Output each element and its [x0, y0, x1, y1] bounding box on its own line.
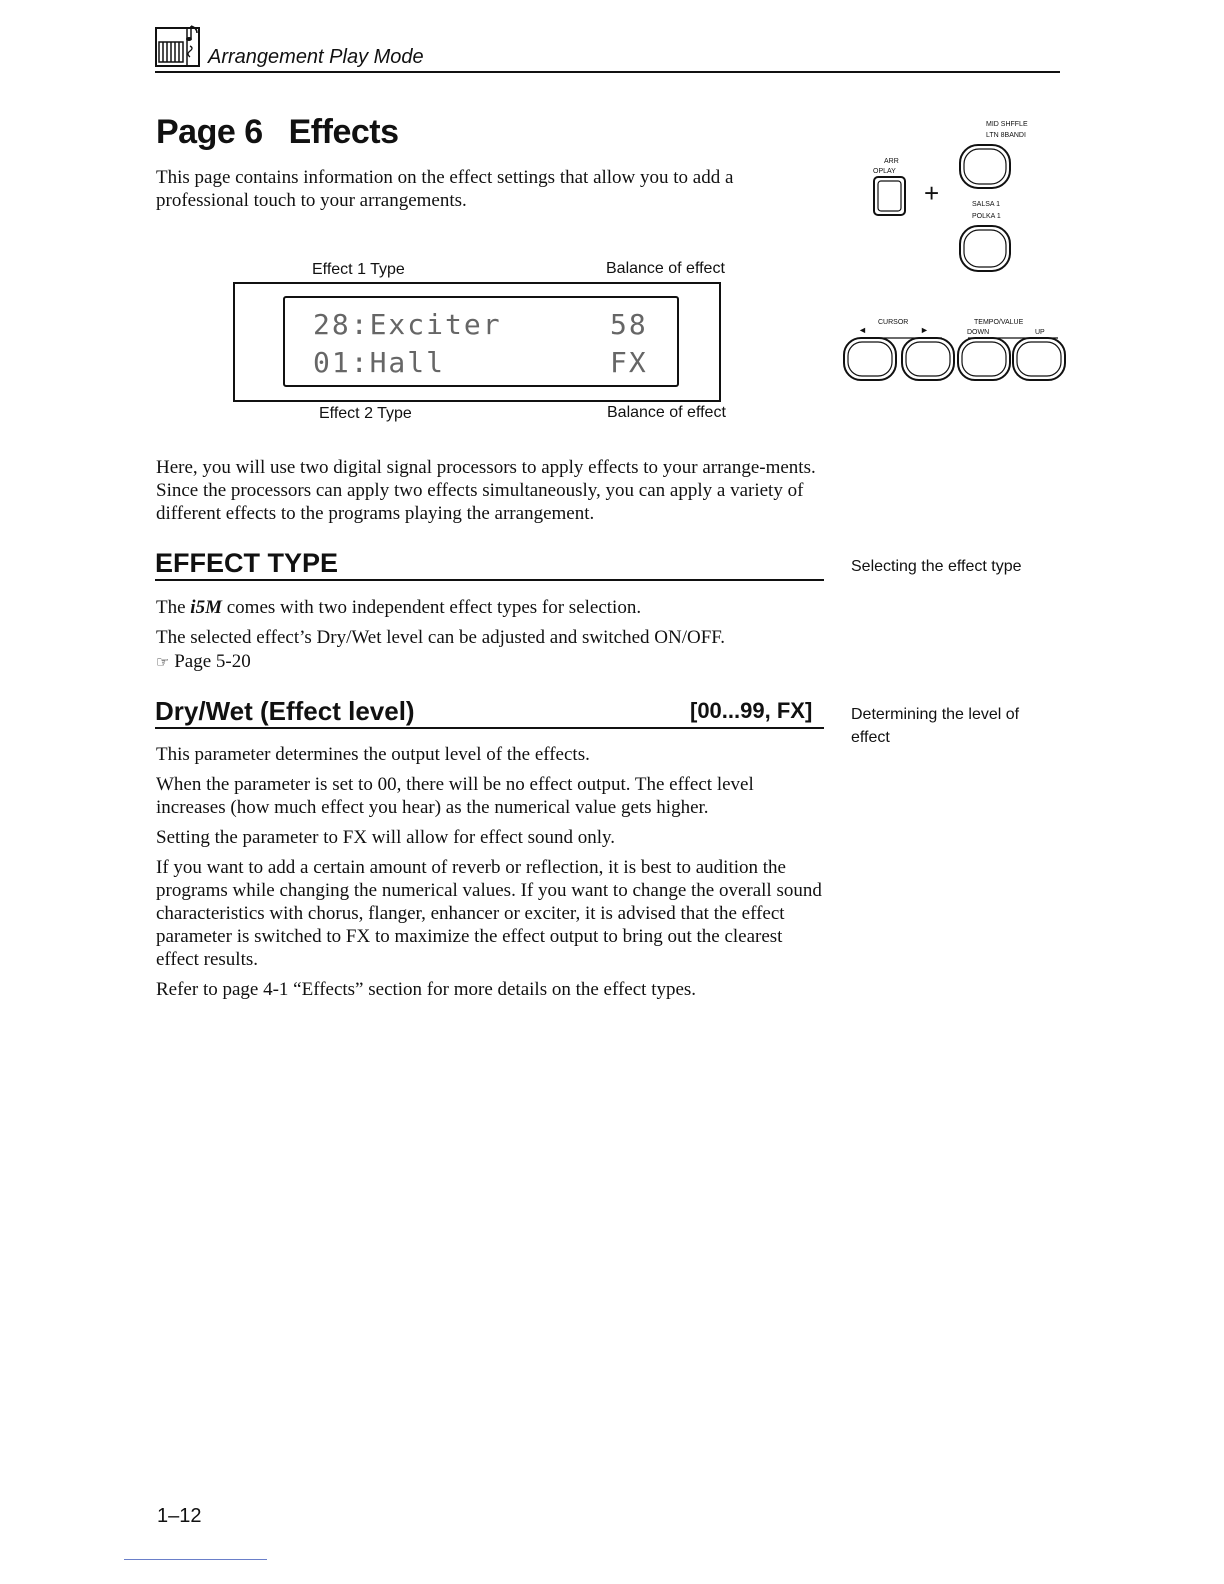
effect-type-body [156, 596, 826, 680]
cursor-right-arrow-icon: ► [920, 325, 929, 335]
side-note-drywet: Determining the level of effect [851, 706, 1020, 746]
pointing-hand-icon: ☞ [156, 653, 170, 671]
page-title [156, 113, 399, 152]
model-name: i5M [190, 597, 222, 618]
page-title-number: Page 6 [156, 113, 263, 151]
lcd-effect1-balance: 58 [610, 308, 648, 341]
effect-type-line1: The i5M comes with two independent effect types for selection. [156, 597, 642, 618]
header-title: Arrangement Play Mode [208, 46, 424, 68]
label-up: UP [1035, 329, 1045, 336]
drywet-range: [00...99, FX] [690, 698, 813, 723]
figure-label-effect2-type: Effect 2 Type [319, 405, 412, 422]
keyboard-music-note-icon [155, 22, 201, 68]
label-ltn-8bandi: LTN 8BANDI [986, 132, 1026, 139]
page-reference-text: Page 5-20 [174, 651, 251, 672]
drywet-heading: Dry/Wet (Effect level) [155, 696, 415, 726]
figure-label-effect1-type: Effect 1 Type [312, 261, 405, 278]
drywet-body [156, 743, 828, 1008]
drywet-paragraph-3: Setting the parameter to FX will allow for effect sound only. [156, 827, 616, 848]
page-reference [156, 650, 826, 674]
drywet-paragraph-4: If you want to add a certain amount of reverb or reflection, it is best to audition the programs while changing the numerical values. If you want to change the overall sound characteristics with chorus, flanger, enhancer or exciter, it is advised that the effect parameter is switched to FX to maximize the effect output to bring out the clearest effect results. [156, 857, 822, 970]
style-button-2 [960, 226, 1010, 271]
label-polka: POLKA 1 [972, 213, 1001, 220]
label-cursor: CURSOR [878, 319, 909, 326]
panel-buttons-diagram [838, 112, 1068, 387]
lcd-effect2-type: 01:Hall [313, 346, 446, 379]
figure-label-balance-bottom: Balance of effect [607, 404, 726, 421]
header-rule [155, 71, 1060, 73]
label-tempo-value: TEMPO/VALUE [974, 319, 1024, 326]
tempo-up-button [1013, 338, 1065, 380]
lcd-effect2-balance: FX [610, 346, 648, 379]
page-number: 1–12 [157, 1505, 202, 1527]
drywet-paragraph-5: Refer to page 4-1 “Effects” section for more details on the effect types. [156, 979, 697, 1000]
label-oplay: OPLAY [873, 168, 896, 175]
plus-sign: + [924, 178, 940, 208]
lcd-effect1-type: 28:Exciter [313, 308, 502, 341]
cursor-left-button [844, 338, 896, 380]
drywet-paragraph-2: When the parameter is set to 00, there will be no effect output. The effect level increases (how much effect you hear) as the numerical value gets higher. [156, 774, 754, 818]
bottom-line [124, 1559, 267, 1560]
label-down: DOWN [967, 329, 990, 336]
side-note-effect-type: Selecting the effect type [851, 558, 1022, 575]
cursor-left-arrow-icon: ◄ [858, 325, 867, 335]
processors-paragraph: Here, you will use two digital signal processors to apply effects to your arrange-ments. Since the processors can apply two effects simultaneously, you can apply a variety of different effects to the programs playing the arrangement. [156, 457, 816, 524]
page-title-name: Effects [288, 113, 399, 151]
figure-label-balance-top: Balance of effect [606, 260, 725, 277]
intro-paragraph: This page contains information on the effect settings that allow you to add a professional touch to your arrangements. [156, 167, 734, 211]
drywet-rule [155, 727, 824, 729]
effect-type-rule [155, 579, 824, 581]
style-button-1 [960, 145, 1010, 188]
label-arr: ARR [884, 158, 899, 165]
label-salsa: SALSA 1 [972, 201, 1001, 208]
drywet-paragraph-1: This parameter determines the output level of the effects. [156, 744, 590, 765]
tempo-down-button [958, 338, 1010, 380]
effect-type-heading: EFFECT TYPE [155, 548, 339, 578]
effect-type-line2: The selected effect’s Dry/Wet level can be adjusted and switched ON/OFF. [156, 627, 726, 648]
cursor-right-button [902, 338, 954, 380]
label-mid-shffle: MID SHFFLE [986, 121, 1028, 128]
